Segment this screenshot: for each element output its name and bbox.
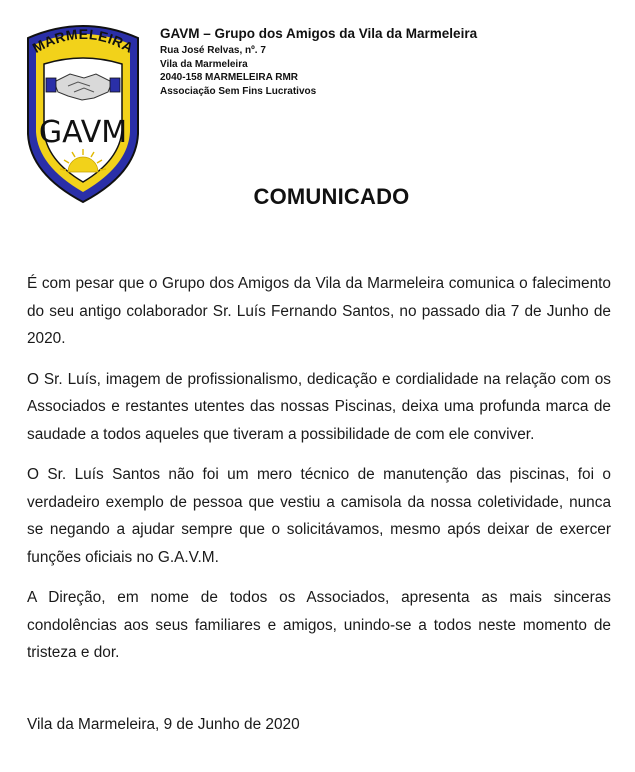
address-line: Rua José Relvas, nº. 7 bbox=[160, 45, 266, 56]
document-body bbox=[27, 270, 611, 680]
shield-logo-icon bbox=[18, 16, 148, 206]
address-line: Vila da Marmeleira bbox=[160, 58, 248, 70]
address-line: Associação Sem Fins Lucrativos bbox=[160, 85, 317, 97]
address-line: 2040-158 MARMELEIRA RMR bbox=[160, 72, 298, 83]
paragraph: O Sr. Luís, imagem de profissionalismo, dedicação e cordialidade na relação com os Associados e restantes utentes das nossas Piscinas, deixa uma profunda marca de saudade a todos aqueles que tiveram a possibilidade de com ele conviver. bbox=[27, 370, 611, 443]
document-title: COMUNICADO bbox=[253, 184, 410, 209]
paragraph: A Direção, em nome de todos os Associados, apresenta as mais sinceras condolências aos seus familiares e amigos, unindo-se a todos neste momento de tristeza e dor. bbox=[27, 589, 611, 661]
document-title-wrap bbox=[0, 184, 635, 210]
gavm-logo bbox=[18, 16, 148, 206]
paragraph: É com pesar que o Grupo dos Amigos da Vila da Marmeleira comunica o falecimento do seu antigo colaborador Sr. Luís Fernando Santos, no passado dia 7 de Junho de 2020. bbox=[27, 275, 611, 347]
signoff-date: Vila da Marmeleira, 9 de Junho de 2020 bbox=[27, 716, 300, 733]
logo-center-text: GAVM bbox=[38, 115, 128, 150]
paragraph: O Sr. Luís Santos não foi um mero técnico de manutenção das piscinas, foi o verdadeiro exemplo de pessoa que vestiu a camisola da nossa coletividade, nunca se negando a ajudar sempre que o solicitávamos, mesmo após deixar de exercer funções oficiais no G.A.V.M. bbox=[27, 466, 611, 566]
logo-top-text: MARMELEIRA bbox=[29, 25, 137, 57]
org-name: GAVM – Grupo dos Amigos da Vila da Marmeleira bbox=[160, 26, 478, 41]
organization-header bbox=[160, 26, 477, 98]
